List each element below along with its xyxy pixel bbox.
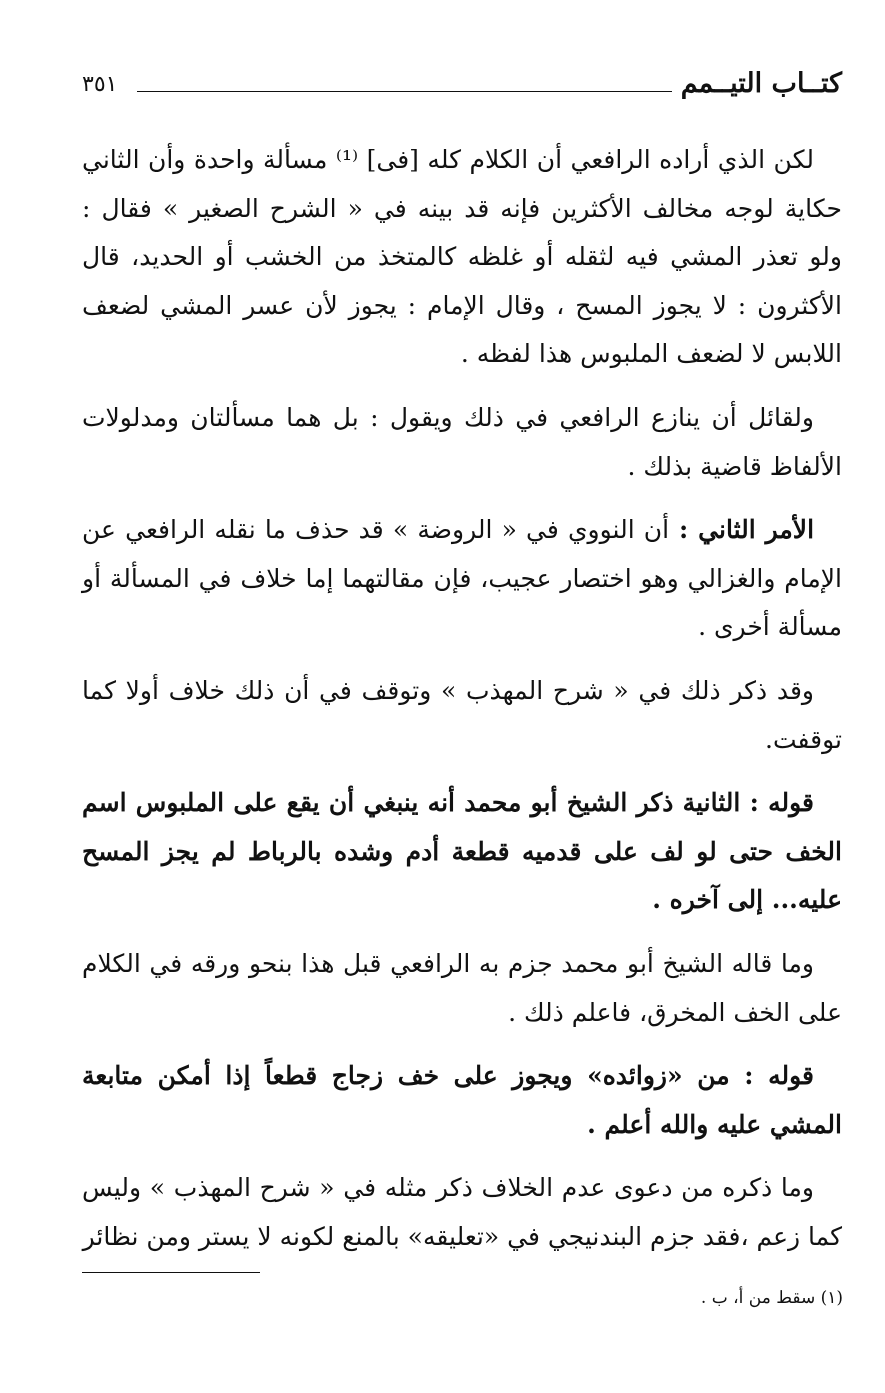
paragraph-4: [82, 667, 842, 764]
chapter-title: كتــاب التيــمم: [680, 68, 842, 99]
paragraph-3: [82, 506, 842, 652]
paragraph-8: [82, 1164, 842, 1261]
quoted-passage-2: [82, 1052, 842, 1149]
running-header: [82, 60, 842, 110]
quoted-passage-2-text: قوله : من «زوائده» ويجوز على خف زجاج قطعاً إذا أمكن متابعة المشي عليه والله أعلم .: [82, 1061, 842, 1139]
paragraph-4-text: وقد ذكر ذلك في « شرح المهذب » وتوقف في أن ذلك خلاف أولا كما توقفت.: [82, 675, 842, 754]
book-page: [82, 60, 842, 1276]
paragraph-1: [82, 136, 842, 379]
paragraph-8-text: وما ذكره من دعوى عدم الخلاف ذكر مثله في « شرح المهذب » وليس كما زعم ،فقد جزم البندنيجي في «تعليقه» بالمنع لكونه لا يستر ومن نظائر: [82, 1173, 842, 1251]
footnote-rule: [82, 1272, 260, 1273]
footnote: (١) سقط من أ، ب .: [700, 1288, 843, 1308]
quoted-passage-1: [82, 779, 842, 925]
paragraph-3-text: أن النووي في « الروضة » قد حذف ما نقله الرافعي عن الإمام والغزالي وهو اختصار عجيب، فإن مقالتهما إما خلاف في المسألة أو مسألة أخرى .: [82, 515, 842, 642]
header-rule: [137, 91, 672, 92]
paragraph-2-text: ولقائل أن ينازع الرافعي في ذلك ويقول : بل هما مسألتان ومدلولات الألفاظ قاضية بذلك .: [82, 402, 842, 481]
quoted-passage-1-text: قوله : الثانية ذكر الشيخ أبو محمد أنه ينبغي أن يقع على الملبوس اسم الخف حتى لو لف على قدميه قطعة أدم وشده بالرباط لم يجز المسح عليه... إلى آخره .: [82, 788, 842, 915]
page-number: ٣٥١: [82, 72, 118, 97]
body-text: [82, 136, 842, 1261]
paragraph-1-text: لكن الذي أراده الرافعي أن الكلام كله [فى] ⁽¹⁾ مسألة واحدة وأن الثاني حكاية لوجه مخالف الأكثرين فإنه قد بينه في « الشرح الصغير » فقال : ولو تعذر المشي فيه لثقله أو غلظه كالمتخذ من الخشب أو الحديد، قال الأكثرون : لا يجوز المسح ، وقال الإمام : يجوز لأن عسر المشي لضعف اللابس لا لضعف الملبوس هذا لفظه .: [82, 145, 842, 369]
paragraph-3-lead: الأمر الثاني :: [669, 515, 815, 545]
paragraph-6-text: وما قاله الشيخ أبو محمد جزم به الرافعي قبل هذا بنحو ورقه في الكلام على الخف المخرق، فاعلم ذلك .: [82, 948, 842, 1027]
paragraph-6: [82, 940, 842, 1037]
paragraph-2: [82, 394, 842, 491]
